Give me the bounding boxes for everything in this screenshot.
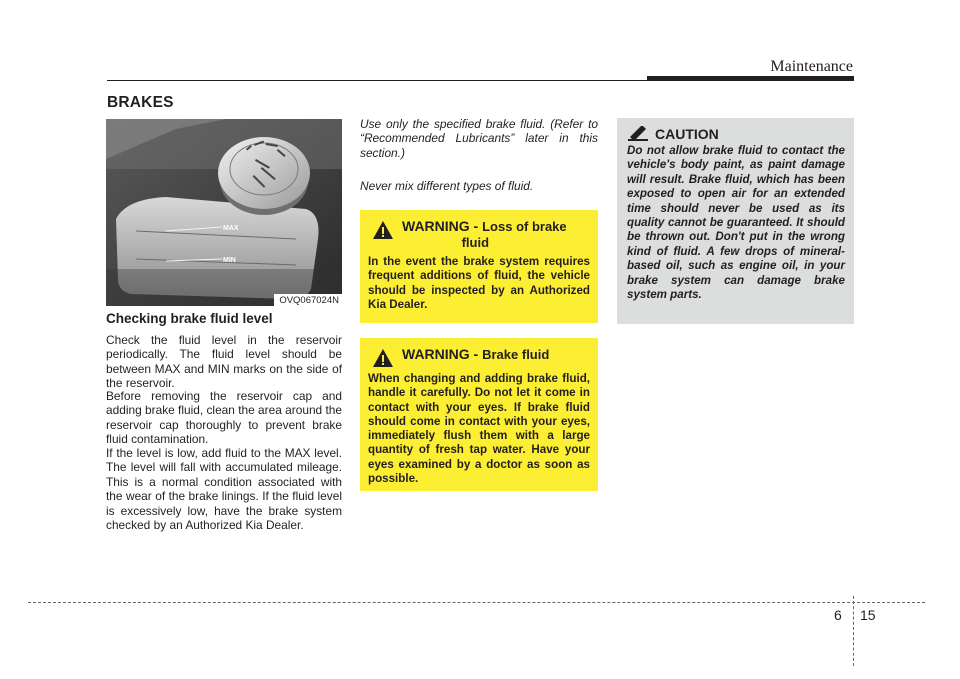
figure-code: OVQ067024N (274, 294, 342, 306)
paragraph-check-level: Check the fluid level in the reservoir periodically. The fluid level should be between MAX and MIN marks on the side of the reservoir. (106, 333, 342, 391)
warning-body: When changing and adding brake fluid, handle it carefully. Do not let it come in contact with your eyes. If brake fluid should come in contact with your eyes, immediately flush them with a large quantity of fresh tap water. Have your eyes examined by a doctor as soon as possible. (368, 372, 590, 486)
footer-rule (28, 602, 925, 603)
page-number: 15 (860, 607, 876, 623)
warning-title: Loss of brake (482, 219, 567, 234)
brake-reservoir-photo (106, 119, 342, 306)
warning-header (368, 218, 590, 251)
subheading: Checking brake fluid level (106, 311, 273, 326)
caution-header (627, 126, 845, 142)
chapter-number: 6 (834, 607, 842, 623)
warning-box-brake-fluid (360, 338, 598, 491)
caution-box (617, 118, 854, 324)
warning-box-loss-of-fluid (360, 210, 598, 323)
warning-title-continued: fluid (461, 235, 490, 250)
paragraph-if-low: If the level is low, add fluid to the MAX level. The level will fall with accumulated mileage. This is a normal condition associated with the wear of the brake linings. If the fluid level is excessively low, have the brake system checked by an Authorized Kia Dealer. (106, 446, 342, 533)
warning-triangle-icon (372, 220, 394, 240)
footer-divider (853, 596, 854, 666)
max-mark-label: MAX (223, 225, 239, 232)
reservoir-illustration (106, 119, 342, 306)
warning-body: In the event the brake system requires frequent additions of fluid, the vehicle should be inspected by an Authorized Kia Dealer. (368, 255, 590, 311)
section-title: BRAKES (107, 94, 174, 111)
warning-triangle-icon (372, 348, 394, 368)
header-rule-accent (647, 76, 854, 81)
warning-label: WARNING - (402, 218, 483, 234)
warning-label: WARNING - (402, 346, 483, 362)
header-rule (107, 80, 647, 81)
warning-header (368, 346, 590, 368)
caution-title: CAUTION (655, 126, 719, 142)
caution-body: Do not allow brake fluid to contact the vehicle's body paint, as paint damage will result. Brake fluid, which has been exposed to open air for an extended time should never be used as its quality cannot be guaranteed. It should be thrown out. Don't put in the wrong kind of fluid. A few drops of mineral-based oil, such as engine oil, in your brake system can damage brake system parts. (627, 144, 845, 302)
header-title: Maintenance (770, 58, 853, 75)
caution-pencil-icon (627, 126, 649, 142)
min-mark-label: MIN (223, 257, 236, 264)
note-never-mix: Never mix different types of fluid. (360, 179, 534, 193)
warning-title: Brake fluid (482, 347, 550, 362)
note-specified-fluid: Use only the specified brake fluid. (Refer to “Recommended Lubricants” later in this section.) (360, 117, 598, 160)
paragraph-before-removing: Before removing the reservoir cap and adding brake fluid, clean the area around the reservoir cap thoroughly to prevent brake fluid contamination. (106, 389, 343, 447)
